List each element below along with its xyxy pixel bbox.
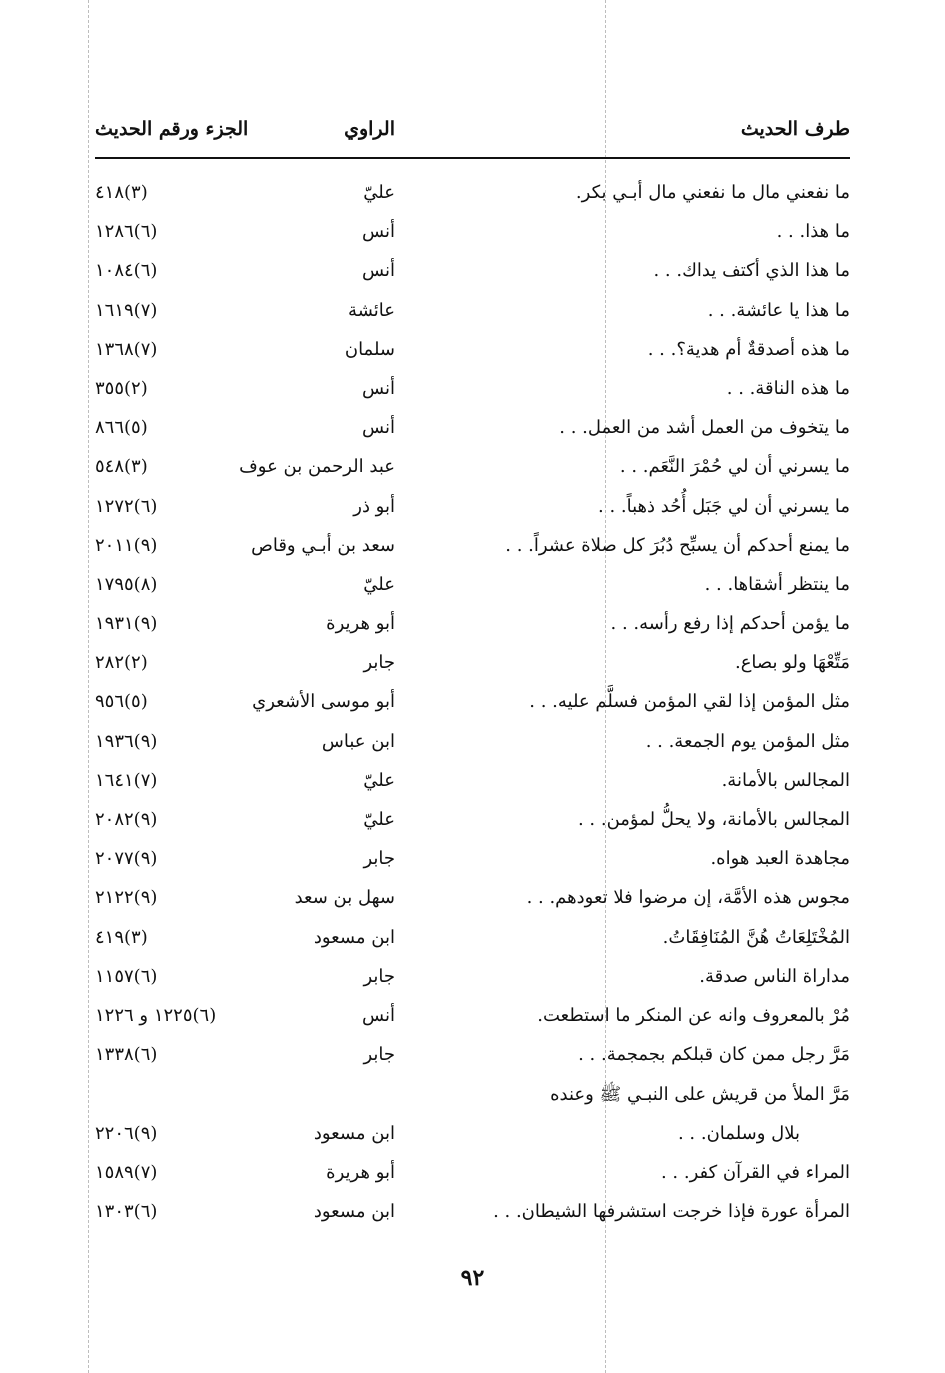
narrator-name: أبو ذر (353, 495, 395, 517)
table-row (95, 333, 850, 372)
hadith-reference: (٩)٢٠٧٧ (95, 848, 158, 870)
hadith-text: ما هذا. . . (776, 221, 850, 243)
narrator-name: أنس (362, 377, 395, 399)
narrator-name: عليّ (363, 573, 395, 595)
hadith-reference: (٣)٤١٩ (95, 926, 148, 948)
narrator-name: ابن مسعود (313, 1122, 395, 1144)
hadith-reference: (٦)١٣٣٨ (95, 1044, 158, 1066)
table-row (95, 960, 850, 999)
hadith-reference: (٦)١٣٠٣ (95, 1200, 158, 1222)
narrator-name: أبو موسى الأشعري (252, 691, 395, 713)
narrator-name: ابن مسعود (313, 1200, 395, 1222)
narrator-name: أنس (362, 221, 395, 243)
hadith-text: ما هذه أصدقةٌ أم هدية؟. . . (647, 338, 850, 360)
table-row (95, 529, 850, 568)
table-header (95, 118, 850, 150)
narrator-name: أبو هريرة (326, 613, 395, 635)
header-hadith: طرف الحديث (740, 118, 850, 140)
hadith-text: المجالس بالأمانة، ولا يحلُّ لمؤمن. . . (577, 809, 850, 830)
hadith-text: مَرَّ رجل ممن كان قبلكم بجمجمة. . . (578, 1044, 850, 1066)
hadith-text: مجوس هذه الأمَّة، إن مرضوا فلا تعودهم. . . (526, 887, 850, 909)
table-row (95, 294, 850, 333)
hadith-text: المرأة عورة فإذا خرجت استشرفها الشيطان. . . (493, 1200, 850, 1222)
narrator-name: سعد بن أبـي وقاص (251, 534, 395, 556)
narrator-name: عليّ (363, 769, 395, 791)
hadith-reference: (٩)٢٠٨٢ (95, 809, 158, 830)
table-row (95, 764, 850, 803)
hadith-text: مَرَّ الملأ من قريش على النبـي ﷺ وعنده (550, 1084, 850, 1106)
hadith-text: ما يتخوف من العمل أشد من العمل. . . (559, 417, 850, 439)
table-row (95, 176, 850, 215)
hadith-reference: (٢)٣٥٥ (95, 377, 148, 399)
hadith-text: بلال وسلمان. . . (677, 1122, 800, 1144)
narrator-name: عليّ (363, 809, 395, 830)
hadith-reference: (٩)٢٠١١ (95, 534, 158, 556)
hadith-text: ما هذه الناقة. . . (726, 377, 850, 399)
table-row (95, 372, 850, 411)
table-row (95, 646, 850, 685)
hadith-reference: (٢)٢٨٢ (95, 652, 148, 674)
table-row (95, 607, 850, 646)
narrator-name: أنس (362, 260, 395, 282)
hadith-text: المراء في القرآن كفر. . . (660, 1161, 850, 1183)
hadith-text: ما نفعني مال ما نفعني مال أبـي بكر. (575, 182, 850, 203)
narrator-name: ابن مسعود (313, 926, 395, 948)
hadith-reference: (٥)٩٥٦ (95, 691, 148, 713)
hadith-text: مداراة الناس صدقة. (699, 965, 850, 987)
narrator-name: أبو هريرة (326, 1161, 395, 1183)
hadith-reference: (٧)١٥٨٩ (95, 1161, 158, 1183)
narrator-name: سلمان (344, 338, 395, 360)
hadith-index-table (95, 176, 850, 1234)
narrator-name: سهل بن سعد (294, 887, 395, 909)
hadith-reference: (٣)٥٤٨ (95, 456, 148, 478)
table-row (95, 450, 850, 489)
header-narrator: الراوي (344, 118, 395, 140)
narrator-name: جابر (363, 1044, 395, 1066)
table-row (95, 803, 850, 842)
header-reference: الجزء ورقم الحديث (95, 118, 249, 140)
narrator-name: عبد الرحمن بن عوف (239, 456, 395, 478)
page-number: ٩٢ (460, 1265, 485, 1291)
narrator-name: جابر (363, 965, 395, 987)
hadith-reference: (٧)١٣٦٨ (95, 338, 158, 360)
hadith-reference: (٦)١٢٧٢ (95, 495, 158, 517)
scan-guide-line (88, 0, 89, 1373)
hadith-reference: (٧)١٦٤١ (95, 769, 158, 791)
hadith-text: مثل المؤمن إذا لقي المؤمن فسلَّم عليه. . . (529, 691, 850, 713)
hadith-text: مثل المؤمن يوم الجمعة. . . (645, 730, 850, 752)
table-row (95, 215, 850, 254)
hadith-text: مَتِّعْهَا ولو بصاع. (734, 652, 850, 674)
hadith-reference: (٥)٨٦٦ (95, 417, 148, 439)
narrator-name: أنس (362, 1004, 395, 1026)
table-row (95, 921, 850, 960)
table-row (95, 490, 850, 529)
hadith-reference: (٧)١٦١٩ (95, 299, 158, 321)
table-row (95, 842, 850, 881)
hadith-reference: (٩)١٩٣٦ (95, 730, 158, 752)
table-row (95, 1195, 850, 1234)
table-row (95, 1038, 850, 1077)
narrator-name: أنس (362, 417, 395, 439)
hadith-reference: (٨)١٧٩٥ (95, 573, 158, 595)
hadith-text: المجالس بالأمانة. (721, 769, 850, 791)
table-row (95, 254, 850, 293)
hadith-text: ما يسرني أن لي جَبَل أُحُد ذهباً. . . (598, 495, 850, 517)
hadith-reference: (٩)١٩٣١ (95, 613, 158, 635)
table-row (95, 568, 850, 607)
narrator-name: جابر (363, 848, 395, 870)
hadith-reference: (٦)١٠٨٤ (95, 260, 158, 282)
hadith-text: مُرْ بالمعروف وانه عن المنكر ما استطعت. (537, 1004, 850, 1026)
table-row (95, 685, 850, 724)
hadith-reference: (٩)٢٢٠٦ (95, 1122, 158, 1144)
table-row (95, 1117, 850, 1156)
hadith-text: ما هذا يا عائشة. . . (707, 299, 850, 321)
hadith-reference: (٣)٤١٨ (95, 182, 148, 203)
table-row (95, 1077, 850, 1116)
hadith-text: المُخْتَلِعَاتُ هُنَّ المُنَافِقَاتُ. (662, 926, 850, 948)
hadith-text: ما ينتظر أشقاها. . . (704, 573, 850, 595)
hadith-text: ما هذا الذي أكتف يداك. . . (653, 260, 850, 282)
hadith-reference: (٦)١٢٢٥ و ١٢٢٦ (95, 1004, 217, 1026)
table-row (95, 881, 850, 920)
table-row (95, 999, 850, 1038)
hadith-reference: (٦)١١٥٧ (95, 965, 158, 987)
hadith-reference: (٩)٢١٢٢ (95, 887, 158, 909)
hadith-reference: (٦)١٢٨٦ (95, 221, 158, 243)
narrator-name: عليّ (363, 182, 395, 203)
table-row (95, 725, 850, 764)
hadith-text: ما يسرني أن لي حُمْرَ النَّعَم. . . (619, 456, 850, 478)
narrator-name: عائشة (348, 299, 395, 321)
table-row (95, 411, 850, 450)
hadith-text: ما يؤمن أحدكم إذا رفع رأسه. . . (610, 613, 850, 635)
table-row (95, 1156, 850, 1195)
hadith-text: مجاهدة العبد هواه. (710, 848, 850, 870)
narrator-name: جابر (363, 652, 395, 674)
narrator-name: ابن عباس (321, 730, 395, 752)
header-rule (95, 157, 850, 159)
hadith-text: ما يمنع أحدكم أن يسبِّح دُبُرَ كل صلاة عشراً. . . (505, 534, 850, 556)
